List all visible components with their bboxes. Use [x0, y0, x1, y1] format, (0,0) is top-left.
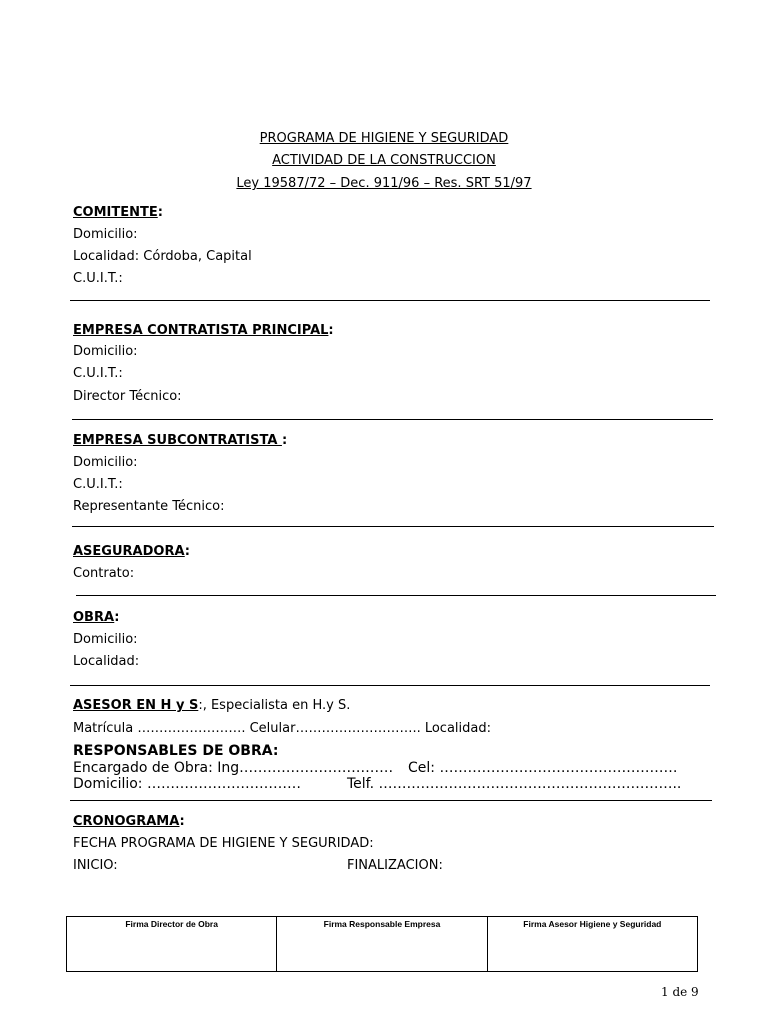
subcontratista-domicilio: Domicilio: [73, 455, 138, 470]
responsables-domicilio: Domicilio: …………………………… [73, 776, 301, 792]
asesor-heading: ASESOR EN H y S:, Especialista en H.y S. [73, 698, 351, 713]
cronograma-finalizacion: FINALIZACION: [347, 858, 443, 873]
cronograma-inicio: INICIO: [73, 858, 118, 873]
aseguradora-contrato: Contrato: [73, 566, 135, 581]
page-number: 1 de 9 [661, 985, 699, 999]
signature-table [66, 916, 698, 972]
contratista-heading: EMPRESA CONTRATISTA PRINCIPAL: [73, 323, 334, 338]
contratista-domicilio: Domicilio: [73, 344, 138, 359]
obra-heading: OBRA: [73, 610, 120, 625]
signature-director-cell: Firma Director de Obra [67, 917, 277, 972]
doc-title: PROGRAMA DE HIGIENE Y SEGURIDAD [259, 131, 509, 146]
subcontratista-representante: Representante Técnico: [73, 499, 225, 514]
divider [70, 300, 710, 301]
divider [76, 595, 716, 596]
subcontratista-heading: EMPRESA SUBCONTRATISTA : [73, 433, 288, 448]
responsables-telf: Telf. ……………………………………………………….. [347, 776, 682, 792]
doc-law-reference: Ley 19587/72 – Dec. 911/96 – Res. SRT 51/97 [236, 176, 532, 191]
comitente-domicilio: Domicilio: [73, 227, 138, 242]
divider [72, 419, 713, 420]
signature-asesor-cell: Firma Asesor Higiene y Seguridad [487, 917, 697, 972]
subcontratista-cuit: C.U.I.T.: [73, 477, 123, 492]
doc-subtitle: ACTIVIDAD DE LA CONSTRUCCION [272, 153, 496, 168]
comitente-heading: COMITENTE: [73, 205, 163, 220]
cronograma-fecha: FECHA PROGRAMA DE HIGIENE Y SEGURIDAD: [73, 836, 374, 851]
signature-responsable-cell: Firma Responsable Empresa [277, 917, 487, 972]
asesor-matricula: Matrícula ……………………. Celular……………………….. Localidad: [73, 721, 491, 736]
responsables-cel: Cel: …………………………………………… [408, 760, 678, 776]
obra-localidad: Localidad: [73, 654, 140, 669]
divider [72, 526, 714, 527]
cronograma-heading: CRONOGRAMA: [73, 814, 185, 829]
contratista-director: Director Técnico: [73, 389, 182, 404]
divider [70, 800, 712, 801]
responsables-encargado: Encargado de Obra: Ing…………………………… [73, 760, 394, 776]
responsables-heading: RESPONSABLES DE OBRA: [73, 743, 279, 759]
aseguradora-heading: ASEGURADORA: [73, 544, 190, 559]
comitente-localidad: Localidad: Córdoba, Capital [73, 249, 252, 264]
comitente-cuit: C.U.I.T.: [73, 271, 123, 286]
obra-domicilio: Domicilio: [73, 632, 138, 647]
divider [70, 685, 710, 686]
contratista-cuit: C.U.I.T.: [73, 366, 123, 381]
